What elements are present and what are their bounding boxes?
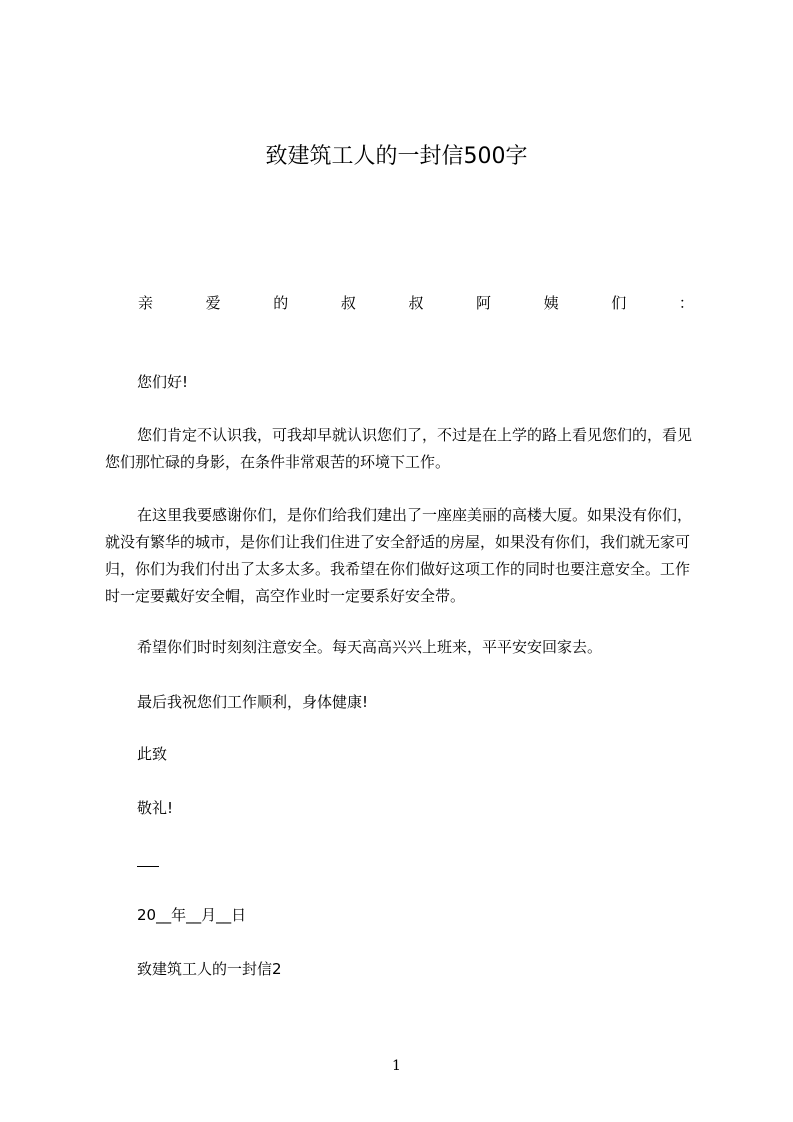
blessing-paragraph: 最后我祝您们工作顺利，身体健康! [137,693,369,711]
signature-blank [137,866,159,867]
page-number: 1 [392,1058,401,1074]
body-paragraph-1 [105,422,699,476]
salutation-char: 叔 [408,294,424,312]
body-paragraph-2 [105,502,699,610]
wish-paragraph: 希望你们时时刻刻注意安全。每天高高兴兴上班来，平平安安回家去。 [137,638,603,656]
salutation-char: 们 [611,294,627,312]
salutation-char: 亲 [138,294,154,312]
salutation-char: 爱 [205,294,221,312]
salutation-char: 姨 [543,294,559,312]
salutation-char: ： [678,294,694,312]
salutation-char: 叔 [340,294,356,312]
salutation-char: 的 [273,294,289,312]
date-line: 20__年__月__日 [137,906,247,924]
body-paragraph-2-text: 在这里我要感谢你们，是你们给我们建出了一座座美丽的高楼大厦。如果没有你们，就没有繁华的城市，是你们让我们住进了安全舒适的房屋，如果没有你们，我们就无家可归，你们为我们付出了太多太多。我希望在你们做好这项工作的同时也要注意安全。工作时一定要戴好安全帽，高空作业时一定要系好安全带。 [105,506,693,605]
next-letter-title: 致建筑工人的一封信2 [137,960,282,978]
closing-cizhi: 此致 [137,745,168,763]
salutation-char: 阿 [476,294,492,312]
document-title: 致建筑工人的一封信500字 [265,144,528,169]
salutation [138,290,694,316]
closing-jingli: 敬礼! [137,799,174,817]
body-paragraph-1-text: 您们肯定不认识我，可我却早就认识您们了，不过是在上学的路上看见您们的，看见您们那忙碌的身影，在条件非常艰苦的环境下工作。 [105,426,693,471]
greeting: 您们好! [137,373,189,391]
